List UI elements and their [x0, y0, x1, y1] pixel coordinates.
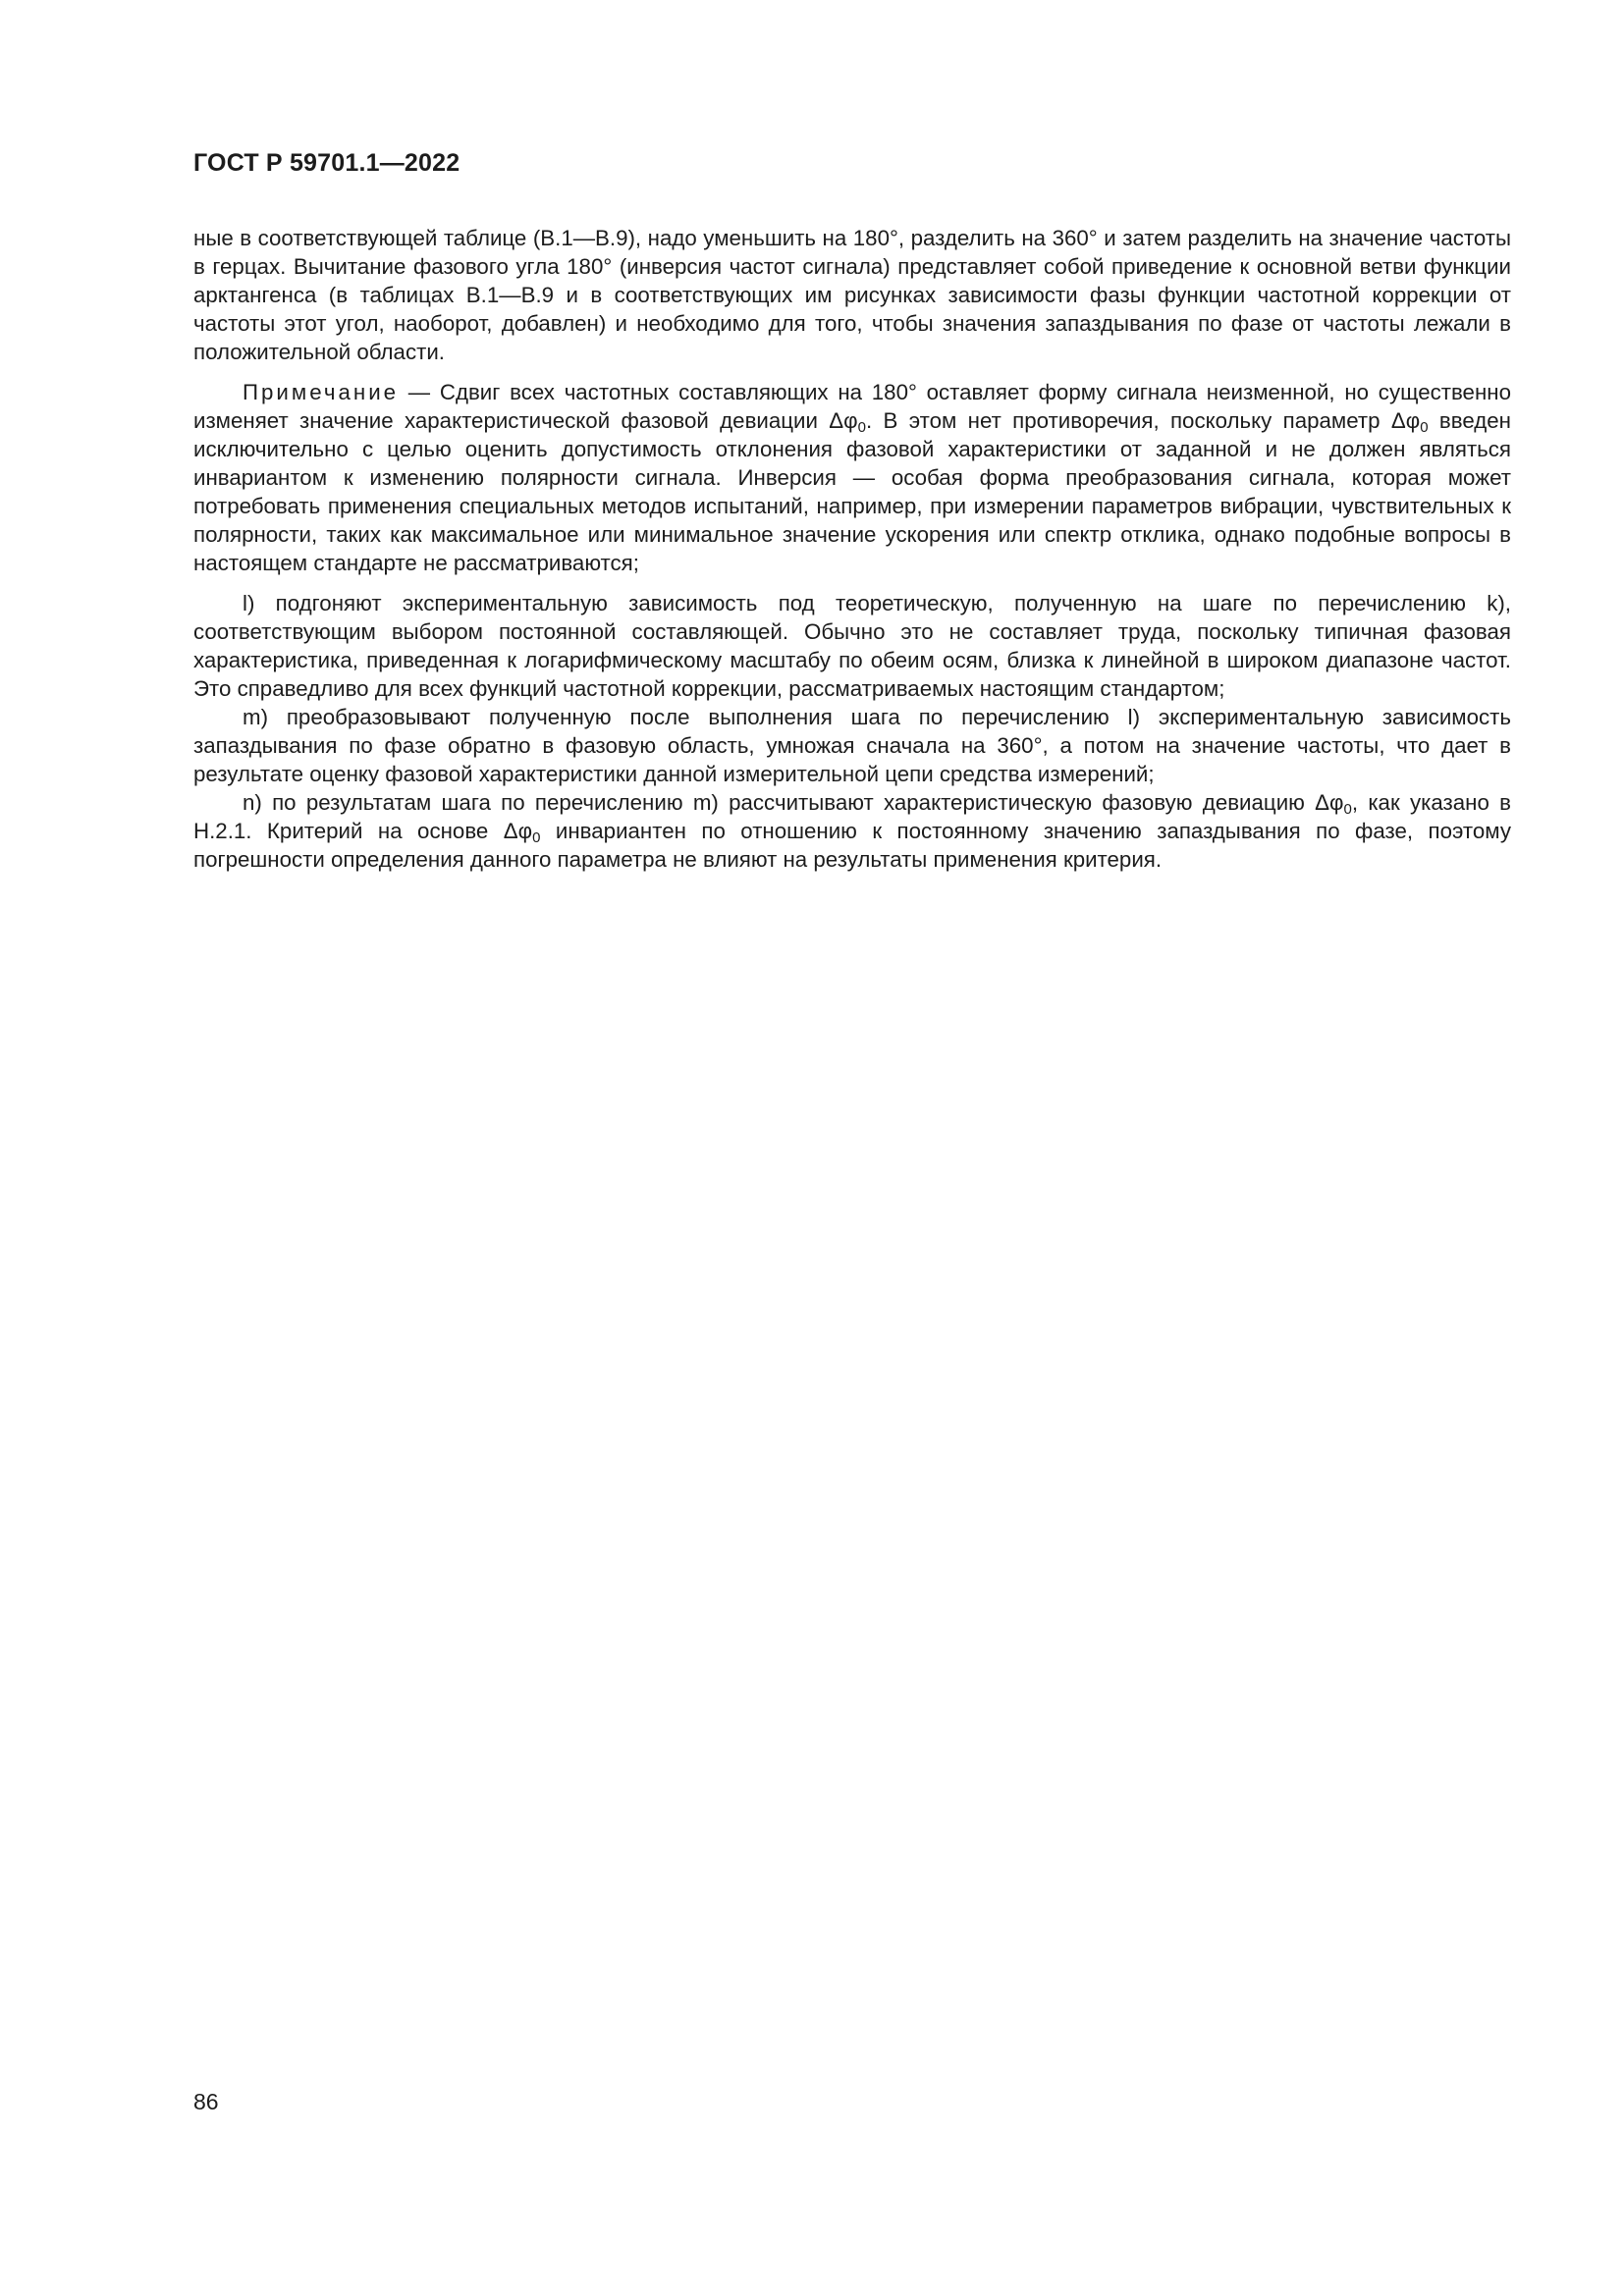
document-body [193, 224, 1511, 874]
note-text-part-3: введен исключительно с целью оценить допустимость отклонения фазовой характеристики от заданной и не должен являться инвариантом к изменению полярности сигнала. Инверсия — особая форма преобразования сигнала, которая может потребовать применения специальных методов испытаний, например, при измерении параметров вибрации, чувствительных к полярности, таких как максимальное или минимальное значение ускорения или спектр отклика, однако подобные вопросы в настоящем стандарте не рассматриваются; [193, 408, 1511, 575]
list-item-n [193, 788, 1511, 874]
list-item-l: l) подгоняют экспериментальную зависимость под теоретическую, полученную на шаге по перечислению k), соответствующим выбором постоянной составляющей. Обычно это не составляет труда, поскольку типичная фазовая характеристика, приведенная к логарифмическому масштабу по обеим осям, близка к линейной в широком диапазоне частот. Это справедливо для всех функций частотной коррекции, рассматриваемых настоящим стандартом; [193, 591, 1511, 701]
item-n-subscript-1: 0 [1343, 801, 1352, 818]
item-n-text-part-3: инвариантен по отношению к постоянному значению запаздывания по фазе, поэтому погрешности определения данного параметра не влияют на результаты применения критерия. [193, 819, 1512, 872]
item-n-text-part-1: n) по результатам шага по перечислению m) рассчитывают характеристическую фазовую девиацию Δφ [243, 790, 1344, 815]
document-header: ГОСТ Р 59701.1—2022 [193, 149, 460, 177]
item-n-text-part-2: , как указано в Н.2.1. Критерий на основе Δφ [193, 790, 1512, 843]
note-paragraph [193, 378, 1511, 577]
list-item-m: m) преобразовывают полученную после выполнения шага по перечислению l) экспериментальную зависимость запаздывания по фазе обратно в фазовую область, умножая сначала на 360°, а потом на значение частоты, что дает в результате оценку фазовой характеристики данной измерительной цепи средства измерений; [193, 705, 1511, 786]
item-n-subscript-2: 0 [532, 829, 541, 846]
note-text-part-2: . В этом нет противоречия, поскольку параметр Δφ [865, 408, 1421, 433]
note-label: Примечание [243, 380, 400, 404]
note-subscript-2: 0 [1420, 419, 1429, 436]
note-text-part-1: — Сдвиг всех частотных составляющих на 180° оставляет форму сигнала неизменной, но существенно изменяет значение характеристической фазовой девиации Δφ [193, 380, 1511, 433]
paragraph-continuation: ные в соответствующей таблице (В.1—В.9), надо уменьшить на 180°, разделить на 360° и затем разделить на значение частоты в герцах. Вычитание фазового угла 180° (инверсия частот сигнала) представляет собой приведение к основной ветви функции арктангенса (в таблицах В.1—В.9 и в соответствующих им рисунках зависимости фазы функции частотной коррекции от частоты этот угол, наоборот, добавлен) и необходимо для того, чтобы значения запаздывания по фазе от частоты лежали в положительной области. [193, 226, 1511, 364]
page-number: 86 [193, 2089, 219, 2114]
note-subscript-1: 0 [857, 419, 866, 436]
